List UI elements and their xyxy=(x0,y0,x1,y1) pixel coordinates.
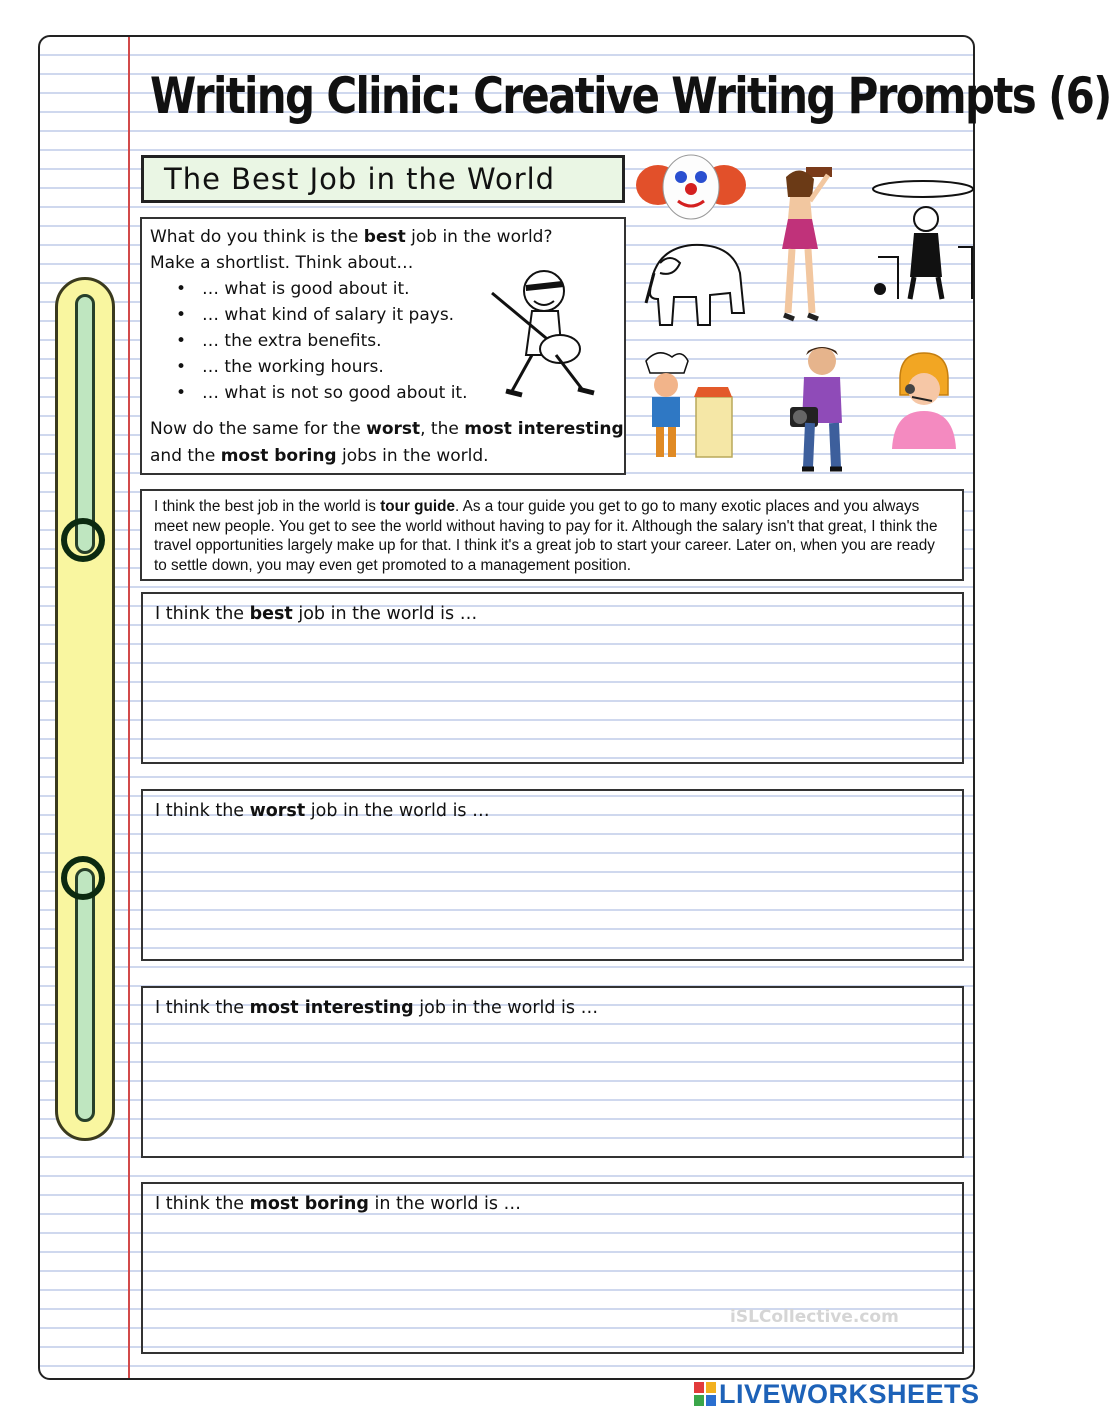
elephant-illustration xyxy=(640,233,750,333)
waiter-illustration xyxy=(868,177,978,307)
brand-grid-icon xyxy=(694,1382,716,1406)
example-paragraph: I think the best job in the world is tour guide. As a tour guide you get to go to many exotic places and you always meet new people. You get to see the world without having to pay for it. Although the salary isn't that great, I think the travel opportunities largely make up for that. I think it's a great job to start your career. Later on, when you are ready to settle down, you may even get promoted to a management position. xyxy=(140,489,964,581)
chef-illustration xyxy=(638,347,738,467)
answer-box-most-interesting[interactable] xyxy=(141,986,964,1158)
worksheet-page xyxy=(38,35,1111,1380)
answer-box-worst[interactable] xyxy=(141,789,964,961)
binder-slot-bottom xyxy=(75,868,95,1122)
answer-prompt: I think the most interesting job in the world is … xyxy=(155,998,599,1018)
answer-box-best[interactable] xyxy=(141,592,964,764)
page-title: Writing Clinic: Creative Writing Prompts (6) xyxy=(150,67,1111,125)
margin-line xyxy=(128,37,130,1378)
answer-prompt: I think the most boring in the world is … xyxy=(155,1194,522,1214)
instructions-box xyxy=(140,217,626,475)
binder-strip xyxy=(55,277,115,1141)
instructions-line-3: Now do the same for the worst, the most interesting xyxy=(150,419,624,439)
liveworksheets-logo[interactable] xyxy=(694,1378,980,1410)
instructions-line-1: What do you think is the best job in the world? xyxy=(150,227,553,247)
list-item: • … what is not so good about it. xyxy=(176,383,468,403)
binder-ring-bottom xyxy=(61,856,105,900)
watermark: iSLCollective.com xyxy=(730,1307,899,1327)
answer-prompt: I think the worst job in the world is … xyxy=(155,801,490,821)
list-item: • … what is good about it. xyxy=(176,279,410,299)
instructions-line-2: Make a shortlist. Think about… xyxy=(150,253,414,273)
list-item: • … the extra benefits. xyxy=(176,331,382,351)
list-item: • … what kind of salary it pays. xyxy=(176,305,455,325)
photographer-illustration xyxy=(784,343,854,475)
waitress-illustration xyxy=(770,163,840,331)
clown-illustration xyxy=(636,153,746,223)
call-center-agent-illustration xyxy=(886,349,960,449)
guitarist-illustration xyxy=(482,263,602,403)
answer-box-most-boring[interactable] xyxy=(141,1182,964,1354)
instructions-line-4: and the most boring jobs in the world. xyxy=(150,446,489,466)
list-item: • … the working hours. xyxy=(176,357,384,377)
binder-ring-top xyxy=(61,518,105,562)
brand-name: LIVEWORKSHEETS xyxy=(719,1378,980,1409)
section-subtitle: The Best Job in the World xyxy=(141,155,625,203)
binder-slot-top xyxy=(75,294,95,554)
answer-prompt: I think the best job in the world is … xyxy=(155,604,478,624)
